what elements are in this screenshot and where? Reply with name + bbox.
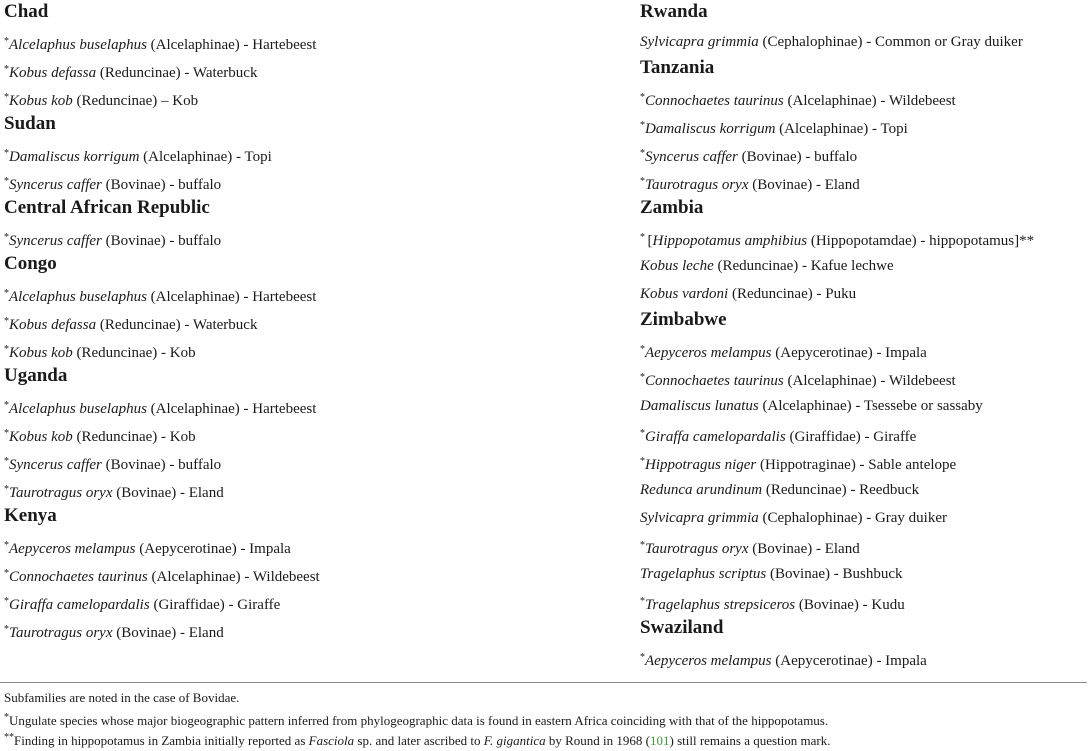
species-name: Damaliscus korrigum [9, 149, 140, 165]
species-entry [4, 168, 624, 196]
hippo-coinciding-marker: * [640, 456, 645, 467]
subfamily-common-name: (Bovinae) - Eland [112, 485, 224, 501]
species-entry [4, 336, 624, 364]
species-name: Syncerus caffer [9, 457, 102, 473]
footnote-divider [0, 682, 1087, 683]
species-name: Syncerus caffer [645, 149, 738, 165]
hippo-coinciding-marker: * [640, 148, 645, 159]
footnote-finding-text: sp. and later ascribed to [354, 733, 484, 748]
subfamily-common-name: (Hippotraginae) - Sable antelope [756, 457, 957, 473]
species-name: Kobus defassa [9, 317, 97, 333]
species-entry [640, 420, 1085, 448]
species-entry [640, 364, 1085, 392]
hippo-coinciding-marker: * [640, 176, 645, 187]
species-entry [640, 280, 1085, 308]
species-entry [4, 224, 624, 252]
hippo-coinciding-marker: * [4, 92, 9, 103]
species-entry [4, 420, 624, 448]
species-entry [640, 644, 1085, 672]
country-heading: Congo [4, 253, 57, 274]
subfamily-common-name: (Giraffidae) - Giraffe [149, 597, 281, 613]
species-entry [640, 112, 1085, 140]
footnote-ungulate [4, 708, 1084, 728]
footnote-double-star-marker: ** [4, 732, 14, 743]
footnote-subfamilies: Subfamilies are noted in the case of Bovidae. [4, 690, 240, 705]
hippo-coinciding-marker: * [640, 540, 645, 551]
species-entry [4, 560, 624, 588]
species-name: Hippotragus niger [645, 457, 757, 473]
species-entry [640, 28, 1085, 56]
hippo-coinciding-marker: * [4, 456, 9, 467]
subfamily-common-name: (Cephalophinae) - Gray duiker [758, 510, 947, 526]
species-name: Damaliscus lunatus [640, 398, 759, 414]
species-name: Connochaetes taurinus [645, 373, 784, 389]
country-heading: Central African Republic [4, 197, 210, 218]
country-heading: Swaziland [640, 617, 724, 638]
subfamily-common-name: (Bovinae) - buffalo [101, 457, 222, 473]
species-entry [4, 616, 624, 644]
species-entry [640, 252, 1085, 280]
species-name: Taurotragus oryx [9, 485, 113, 501]
hippo-coinciding-marker: * [4, 596, 9, 607]
species-name: Damaliscus korrigum [645, 121, 776, 137]
subfamily-common-name: (Reduncinae) - Waterbuck [96, 65, 258, 81]
country-heading: Zimbabwe [640, 309, 727, 330]
species-entry [640, 140, 1085, 168]
species-name: Tragelaphus scriptus [640, 566, 767, 582]
species-name: Redunca arundinum [640, 482, 763, 498]
hippo-coinciding-marker: * [640, 120, 645, 131]
species-entry [4, 392, 624, 420]
hippo-coinciding-marker: * [640, 428, 645, 439]
subfamily-common-name: (Bovinae) - buffalo [101, 177, 222, 193]
species-name: Kobus leche [640, 258, 714, 274]
reference-link[interactable]: 101 [649, 733, 670, 748]
species-entry [4, 308, 624, 336]
hippo-coinciding-marker: * [4, 484, 9, 495]
subfamily-common-name: (Reduncinae) - Kafue lechwe [713, 258, 894, 274]
hippo-coinciding-marker: * [4, 316, 9, 327]
species-entry [4, 532, 624, 560]
species-entry [640, 560, 1085, 588]
species-name: Alcelaphus buselaphus [9, 401, 147, 417]
species-entry [640, 392, 1085, 420]
species-name: Giraffa camelopardalis [9, 597, 150, 613]
species-entry [640, 532, 1085, 560]
species-name: Syncerus caffer [9, 233, 102, 249]
subfamily-common-name: (Bovinae) - Bushbuck [766, 566, 903, 582]
subfamily-common-name: (Reduncinae) - Waterbuck [96, 317, 258, 333]
species-name: Hippopotamus amphibius [652, 233, 808, 249]
species-entry [640, 168, 1085, 196]
hippo-coinciding-marker: * [4, 344, 9, 355]
footnote-star-marker: * [4, 712, 9, 723]
hippo-coinciding-marker: * [4, 288, 9, 299]
table-footnotes [4, 688, 1084, 748]
hippo-coinciding-marker: * [640, 232, 648, 243]
country-heading: Uganda [4, 365, 68, 386]
footnote-ungulate-text: Ungulate species whose major biogeographic pattern inferred from phylogeographic data is found in eastern Africa coinciding with that of the hippopotamus. [9, 713, 829, 728]
species-name: Kobus kob [9, 345, 73, 361]
subfamily-common-name: (Cephalophinae) - Common or Gray duiker [758, 34, 1023, 50]
hippo-coinciding-marker: * [4, 400, 9, 411]
hippo-coinciding-marker: * [4, 36, 9, 47]
subfamily-common-name: (Alcelaphinae) - Wildebeest [783, 373, 956, 389]
subfamily-common-name: (Bovinae) - buffalo [101, 233, 222, 249]
hippo-coinciding-marker: * [4, 624, 9, 635]
subfamily-common-name: (Alcelaphinae) - Hartebeest [146, 37, 317, 53]
species-name: Alcelaphus buselaphus [9, 37, 147, 53]
subfamily-common-name: (Alcelaphinae) - Wildebeest [147, 569, 320, 585]
species-entry [640, 84, 1085, 112]
species-name: Aepyceros melampus [645, 345, 772, 361]
species-name: Alcelaphus buselaphus [9, 289, 147, 305]
hippo-coinciding-marker: * [4, 428, 9, 439]
species-entry [4, 84, 624, 112]
subfamily-common-name: (Alcelaphinae) - Topi [139, 149, 272, 165]
subfamily-common-name: (Alcelaphinae) - Hartebeest [146, 401, 317, 417]
species-entry [4, 476, 624, 504]
country-heading: Zambia [640, 197, 704, 218]
species-name: Connochaetes taurinus [645, 93, 784, 109]
species-name: Syncerus caffer [9, 177, 102, 193]
footnote-finding-text: Finding in hippopotamus in Zambia initially reported as [14, 733, 309, 748]
species-entry [640, 224, 1085, 252]
subfamily-common-name: (Bovinae) - Eland [748, 177, 860, 193]
hippo-coinciding-marker: * [4, 568, 9, 579]
species-name: Aepyceros melampus [645, 653, 772, 669]
hippo-coinciding-marker: * [640, 372, 645, 383]
subfamily-common-name: (Bovinae) - Eland [748, 541, 860, 557]
species-entry [4, 280, 624, 308]
hippo-coinciding-marker: * [640, 344, 645, 355]
country-heading: Sudan [4, 113, 56, 134]
species-name: Sylvicapra grimmia [640, 34, 759, 50]
country-heading: Rwanda [640, 1, 708, 22]
species-name: Taurotragus oryx [645, 541, 749, 557]
footnote-genus-name: Fasciola [308, 733, 355, 748]
subfamily-common-name: (Giraffidae) - Giraffe [785, 429, 917, 445]
species-name: Giraffa camelopardalis [645, 429, 786, 445]
subfamily-common-name: (Reduncinae) - Kob [72, 345, 196, 361]
footnote-species-name: F. gigantica [483, 733, 546, 748]
subfamily-common-name: (Alcelaphinae) - Topi [775, 121, 908, 137]
subfamily-common-name: (Reduncinae) - Kob [72, 429, 196, 445]
subfamily-common-name: (Aepycerotinae) - Impala [771, 345, 927, 361]
hippo-coinciding-marker: * [640, 596, 645, 607]
footnote-finding-text: by Round in 1968 ( [545, 733, 650, 748]
subfamily-common-name: (Alcelaphinae) - Tsessebe or sassaby [758, 398, 983, 414]
right-column [640, 0, 1085, 672]
species-entry [4, 56, 624, 84]
subfamily-common-name: (Reduncinae) - Reedbuck [762, 482, 920, 498]
hippo-coinciding-marker: * [4, 232, 9, 243]
species-entry [640, 588, 1085, 616]
hippo-coinciding-marker: * [4, 148, 9, 159]
species-entry [4, 28, 624, 56]
subfamily-common-name: (Bovinae) - Kudu [795, 597, 905, 613]
left-column [4, 0, 624, 644]
hippo-coinciding-marker: * [640, 652, 645, 663]
subfamily-common-name: (Reduncinae) – Kob [72, 93, 199, 109]
species-name: Kobus kob [9, 429, 73, 445]
subfamily-common-name: (Aepycerotinae) - Impala [771, 653, 927, 669]
subfamily-common-name: (Reduncinae) - Puku [728, 286, 857, 302]
species-entry [4, 448, 624, 476]
species-entry [4, 140, 624, 168]
country-heading: Tanzania [640, 57, 715, 78]
country-heading: Kenya [4, 505, 57, 526]
subfamily-common-name: (Bovinae) - Eland [112, 625, 224, 641]
species-name: Taurotragus oryx [645, 177, 749, 193]
species-name: Kobus defassa [9, 65, 97, 81]
species-name: Connochaetes taurinus [9, 569, 148, 585]
footnote-finding-text: ) still remains a question mark. [669, 733, 831, 748]
species-name: Taurotragus oryx [9, 625, 113, 641]
species-entry [640, 476, 1085, 504]
bracket-open: [ [647, 233, 653, 249]
country-heading: Chad [4, 1, 49, 22]
footnote-finding [4, 728, 1084, 748]
subfamily-common-name: (Alcelaphinae) - Wildebeest [783, 93, 956, 109]
species-entry [640, 504, 1085, 532]
hippo-coinciding-marker: * [4, 64, 9, 75]
species-name: Aepyceros melampus [9, 541, 136, 557]
subfamily-common-name: (Aepycerotinae) - Impala [135, 541, 291, 557]
species-entry [640, 448, 1085, 476]
species-name: Tragelaphus strepsiceros [645, 597, 796, 613]
subfamily-common-name: (Alcelaphinae) - Hartebeest [146, 289, 317, 305]
hippo-coinciding-marker: * [640, 92, 645, 103]
subfamily-common-name: (Hippopotamdae) - hippopotamus]** [807, 233, 1035, 249]
hippo-coinciding-marker: * [4, 540, 9, 551]
hippo-coinciding-marker: * [4, 176, 9, 187]
species-name: Kobus kob [9, 93, 73, 109]
species-entry [640, 336, 1085, 364]
subfamily-common-name: (Bovinae) - buffalo [737, 149, 858, 165]
species-entry [4, 588, 624, 616]
species-name: Kobus vardoni [640, 286, 729, 302]
species-name: Sylvicapra grimmia [640, 510, 759, 526]
